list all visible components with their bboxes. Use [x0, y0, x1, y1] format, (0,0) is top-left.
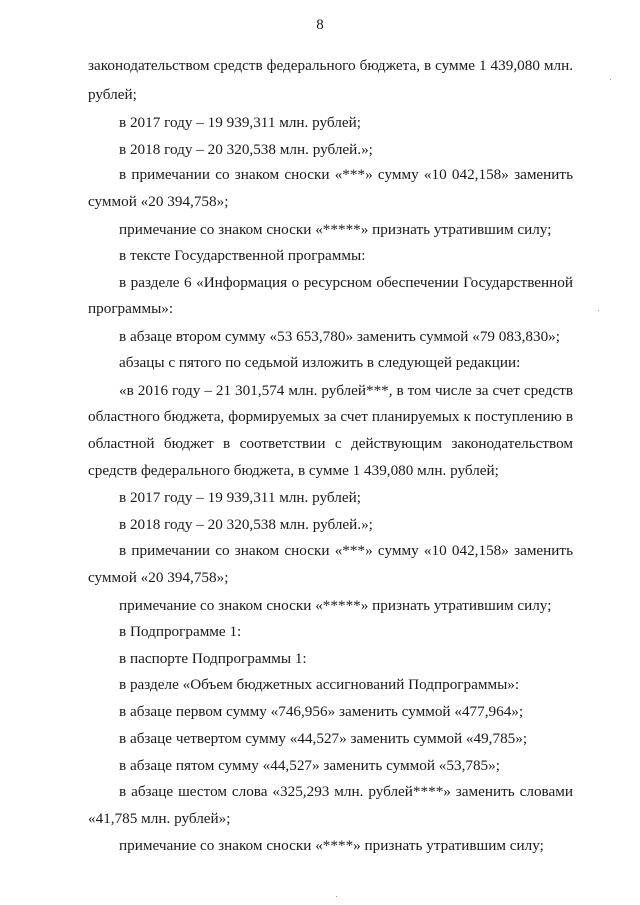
text-line: программы»:	[88, 300, 174, 317]
text-line: в разделе «Объем бюджетных ассигнований Подпрограммы»:	[119, 676, 520, 693]
text-line: в абзаце втором сумму «53 653,780» заменить суммой «79 083,830»;	[119, 328, 560, 345]
text-line: законодательством средств федерального бюджета, в сумме 1 439,080 млн.	[88, 57, 573, 74]
text-line: областной бюджет в соответствии с действующим законодательством	[88, 435, 573, 452]
text-line: примечание со знаком сноски «*****» признать утратившим силу;	[119, 221, 552, 238]
text-line: в абзаце шестом слова «325,293 млн. рублей****» заменить словами	[119, 783, 573, 800]
text-line: в 2018 году – 20 320,538 млн. рублей.»;	[119, 516, 373, 533]
scan-speck	[610, 79, 611, 80]
text-line: в Подпрограмме 1:	[119, 623, 242, 640]
text-line: «41,785 млн. рублей»;	[88, 810, 231, 827]
text-line: в абзаце первом сумму «746,956» заменить суммой «477,964»;	[119, 703, 524, 720]
text-line: в 2018 году – 20 320,538 млн. рублей.»;	[119, 141, 373, 158]
text-line: в тексте Государственной программы:	[119, 247, 366, 264]
text-line: в 2017 году – 19 939,311 млн. рублей;	[119, 114, 361, 131]
text-line: в абзаце четвертом сумму «44,527» заменить суммой «49,785»;	[119, 730, 528, 747]
scan-speck	[598, 310, 599, 311]
text-line: абзацы с пятого по седьмой изложить в следующей редакции:	[119, 354, 521, 371]
text-line: «в 2016 году – 21 301,574 млн. рублей***, в том числе за счет средств	[119, 382, 573, 399]
text-line: в примечании со знаком сноски «***» сумму «10 042,158» заменить	[119, 542, 573, 559]
text-line: рублей;	[88, 86, 137, 103]
text-line: в разделе 6 «Информация о ресурсном обеспечении Государственной	[119, 274, 573, 291]
text-line: средств федерального бюджета, в сумме 1 439,080 млн. рублей;	[88, 462, 499, 479]
text-line: в 2017 году – 19 939,311 млн. рублей;	[119, 489, 361, 506]
text-line: в абзаце пятом сумму «44,527» заменить суммой «53,785»;	[119, 757, 500, 774]
text-line: в паспорте Подпрограммы 1:	[119, 650, 307, 667]
text-line: в примечании со знаком сноски «***» сумму «10 042,158» заменить	[119, 166, 573, 183]
text-line: примечание со знаком сноски «*****» признать утратившим силу;	[119, 597, 552, 614]
text-line: суммой «20 394,758»;	[88, 569, 229, 586]
text-line: областного бюджета, формируемых за счет планируемых к поступлению в	[88, 408, 573, 425]
text-line: примечание со знаком сноски «****» признать утратившим силу;	[119, 837, 544, 854]
text-line: суммой «20 394,758»;	[88, 193, 229, 210]
page-number: 8	[316, 17, 324, 33]
scan-speck	[336, 896, 337, 897]
